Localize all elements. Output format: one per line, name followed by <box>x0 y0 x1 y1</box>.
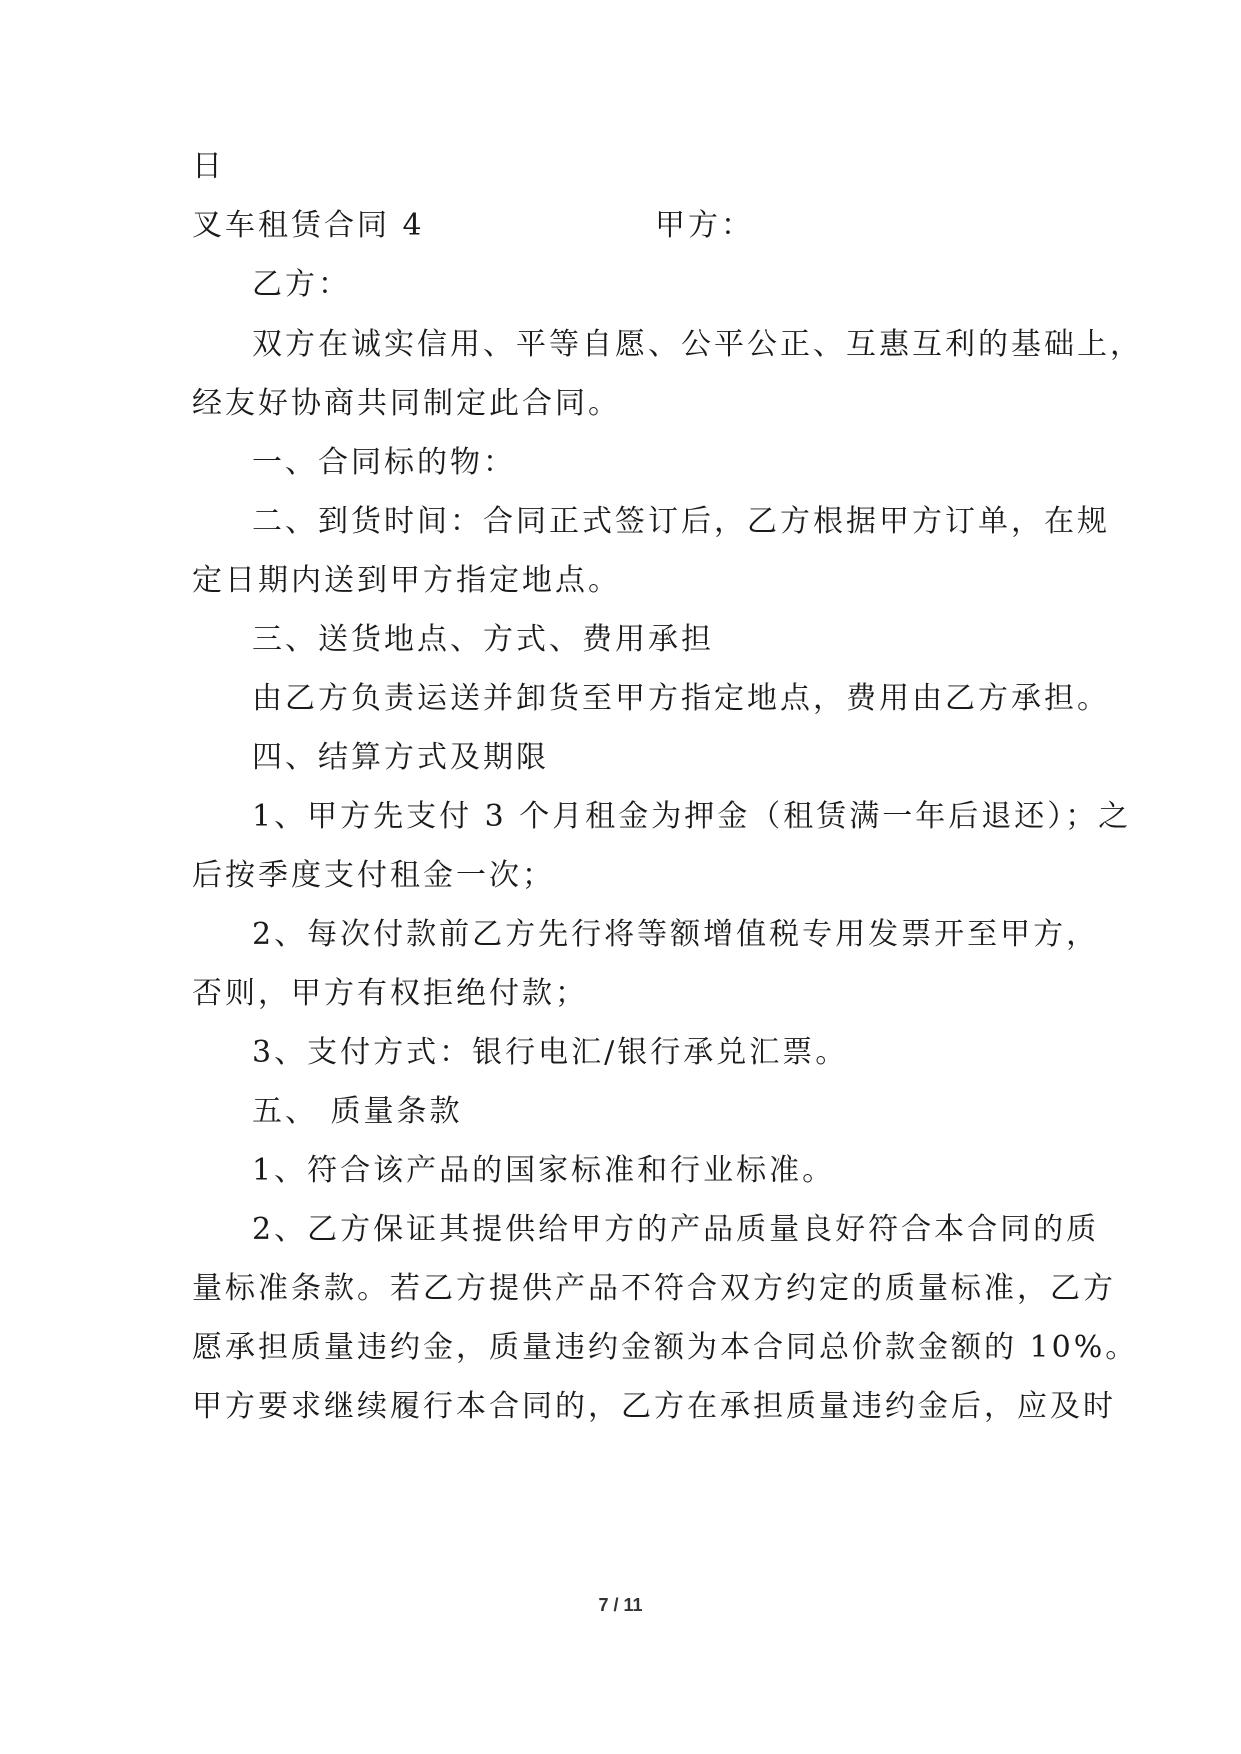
paragraph-line: 经友好协商共同制定此合同。 <box>192 386 621 421</box>
section-heading: 四、结算方式及期限 <box>252 740 549 775</box>
text-line: 日 <box>192 149 225 184</box>
paragraph-line: 2、乙方保证其提供给甲方的产品质量良好符合本合同的质 <box>252 1212 1100 1247</box>
paragraph-line: 后按季度支付租金一次； <box>192 858 555 893</box>
page-number: 7 / 11 <box>598 1595 643 1615</box>
heading-line <box>192 206 754 246</box>
contract-title: 叉车租赁合同 4 <box>192 208 425 243</box>
section-heading: 五、 质量条款 <box>252 1094 463 1129</box>
paragraph-line: 3、支付方式：银行电汇/银行承兑汇票。 <box>252 1035 849 1070</box>
section-heading: 一、合同标的物： <box>252 445 516 480</box>
paragraph-line: 量标准条款。若乙方提供产品不符合双方约定的质量标准，乙方 <box>192 1271 1116 1306</box>
paragraph-line: 双方在诚实信用、平等自愿、公平公正、互惠互利的基础上， <box>252 327 1143 362</box>
paragraph-line: 甲方要求继续履行本合同的，乙方在承担质量违约金后，应及时 <box>192 1389 1116 1424</box>
paragraph-line: 由乙方负责运送并卸货至甲方指定地点，费用由乙方承担。 <box>252 681 1110 716</box>
paragraph-line: 否则，甲方有权拒绝付款； <box>192 976 588 1011</box>
section-heading: 三、送货地点、方式、费用承担 <box>252 622 714 657</box>
paragraph-line: 1、符合该产品的国家标准和行业标准。 <box>252 1153 836 1188</box>
party-b-label: 乙方： <box>252 267 351 302</box>
party-a-label: 甲方： <box>655 208 754 243</box>
paragraph-line: 2、每次付款前乙方先行将等额增值税专用发票开至甲方， <box>252 917 1100 952</box>
paragraph-line: 二、到货时间：合同正式签订后，乙方根据甲方订单，在规 <box>252 504 1110 539</box>
paragraph-line: 愿承担质量违约金，质量违约金额为本合同总价款金额的 10%。 <box>192 1330 1139 1365</box>
paragraph-line: 定日期内送到甲方指定地点。 <box>192 563 621 598</box>
paragraph-line: 1、甲方先支付 3 个月租金为押金（租赁满一年后退还）；之 <box>252 799 1132 834</box>
